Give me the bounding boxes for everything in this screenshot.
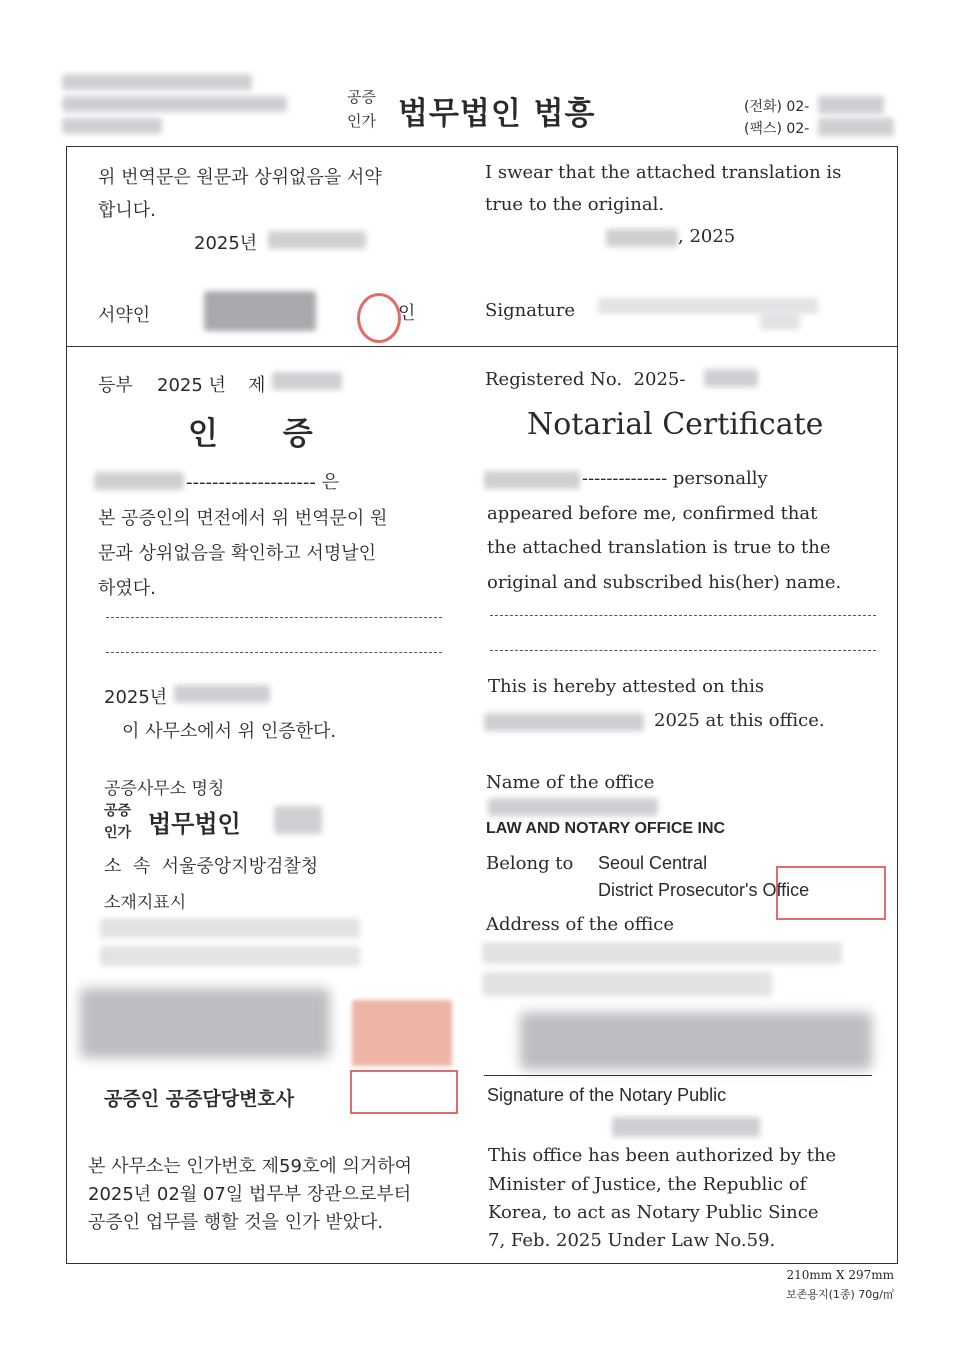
redacted-date xyxy=(174,685,270,703)
redacted-signature xyxy=(760,312,800,330)
redacted-address xyxy=(100,946,360,966)
auth-en-1: This office has been authorized by the xyxy=(488,1145,837,1166)
notary-en-label: Signature of the Notary Public xyxy=(487,1085,727,1105)
redacted-address xyxy=(62,118,162,134)
cert-kr-body-2: 본 공증인의 면전에서 위 번역문이 원 xyxy=(98,508,388,529)
dash-line xyxy=(490,615,876,616)
dash-line xyxy=(106,652,442,653)
cert-title-en: Notarial Certificate xyxy=(527,407,824,442)
cert-kr-body-3: 문과 상위없음을 확인하고 서명날인 xyxy=(98,543,376,564)
notary-seal xyxy=(352,1000,452,1066)
office-en-name: LAW AND NOTARY OFFICE INC xyxy=(486,820,726,837)
cert-en-body-3: the attached translation is true to the xyxy=(487,537,831,558)
reg-en: Registered No. 2025- xyxy=(485,369,686,390)
header-prefix-bottom: 인가 xyxy=(347,112,376,130)
cert-kr-body-end: -------------------- 은 xyxy=(186,472,340,493)
header-title: 법무법인 법흥 xyxy=(398,96,596,132)
office-en-name-label: Name of the office xyxy=(486,772,655,793)
phone-label: (전화) 02- xyxy=(744,99,810,115)
cert-en-body-2: appeared before me, confirmed that xyxy=(487,503,818,524)
oath-en-date: , 2025 xyxy=(678,226,736,247)
oath-kr-text-2: 합니다. xyxy=(98,200,156,221)
redacted-reg-no xyxy=(272,372,342,390)
reg-no-kr: 제 xyxy=(248,375,266,396)
header-prefix-top: 공증 xyxy=(347,88,376,106)
redacted-phone xyxy=(818,96,884,114)
redacted-fax xyxy=(818,118,894,136)
divider-oath xyxy=(66,346,898,347)
redacted-notary-signature-en xyxy=(520,1012,872,1070)
attest-en-1: This is hereby attested on this xyxy=(488,676,765,697)
redacted-address xyxy=(482,972,772,996)
redacted-office-name xyxy=(274,806,322,834)
auth-en-3: Korea, to act as Notary Public Since xyxy=(488,1202,819,1223)
office-kr-belong: 소 속 서울중앙지방검찰청 xyxy=(104,856,319,877)
office-en-belong-1: Seoul Central xyxy=(598,853,708,873)
redacted-reg-no xyxy=(704,369,758,387)
redacted-notary-name xyxy=(612,1117,760,1137)
oath-signer-label: 서약인 xyxy=(98,305,151,326)
auth-kr-2: 2025년 02월 07일 법무부 장관으로부터 xyxy=(88,1184,412,1205)
cert-en-body-1: -------------- personally xyxy=(582,468,768,489)
office-en-belong-label: Belong to xyxy=(486,853,574,874)
reg-prefix-kr: 등부 xyxy=(98,375,133,396)
oath-en-text-2: true to the original. xyxy=(485,194,665,215)
redacted-name xyxy=(484,471,580,489)
office-en-belong-2: District Prosecutor's Office xyxy=(598,880,810,900)
reg-year-kr: 2025 년 xyxy=(157,375,226,396)
oath-kr-text-1: 위 번역문은 원문과 상위없음을 서약 xyxy=(98,167,382,188)
auth-kr-1: 본 사무소는 인가번호 제59호에 의거하여 xyxy=(88,1156,412,1177)
redacted-name xyxy=(94,472,184,490)
office-kr-prefix-bottom: 인가 xyxy=(104,825,132,841)
redacted-office-name xyxy=(488,798,658,816)
notary-kr-label: 공증인 공증담당변호사 xyxy=(104,1088,295,1110)
redacted-address xyxy=(62,74,252,90)
redacted-notary-signature xyxy=(80,988,330,1058)
fax-label: (팩스) 02- xyxy=(744,121,810,137)
oath-en-text-1: I swear that the attached translation is xyxy=(485,162,842,183)
signature-line xyxy=(484,1075,872,1076)
attest-en-2: 2025 at this office. xyxy=(654,710,825,731)
redacted-address xyxy=(100,918,360,938)
office-en-address-label: Address of the office xyxy=(486,914,675,935)
redacted-signer-name xyxy=(204,291,316,331)
attest-kr-text: 이 사무소에서 위 인증한다. xyxy=(122,721,337,742)
dash-line xyxy=(106,617,442,618)
office-kr-address-label: 소재지표시 xyxy=(104,893,187,913)
paper-type: 보존용지(1종) 70g/㎡ xyxy=(786,1288,894,1301)
redacted-address xyxy=(482,942,842,964)
redacted-date xyxy=(268,231,366,249)
office-kr-prefix-top: 공증 xyxy=(104,803,132,819)
office-kr-name: 법무법인 xyxy=(148,810,241,838)
auth-en-2: Minister of Justice, the Republic of xyxy=(488,1174,807,1195)
cert-en-body-4: original and subscribed his(her) name. xyxy=(487,572,842,593)
oath-signature-label: Signature xyxy=(485,300,576,321)
dash-line xyxy=(490,650,876,651)
office-stamp-right xyxy=(776,866,886,920)
paper-size: 210mm X 297mm xyxy=(786,1268,894,1282)
auth-kr-3: 공증인 업무를 행할 것을 인가 받았다. xyxy=(88,1212,384,1233)
redacted-date xyxy=(484,713,644,731)
auth-en-4: 7, Feb. 2025 Under Law No.59. xyxy=(488,1230,776,1251)
oath-seal-suffix: 인 xyxy=(398,303,416,324)
redacted-date xyxy=(606,229,678,247)
notary-stamp xyxy=(350,1070,458,1114)
cert-title-kr: 인 증 xyxy=(188,416,313,452)
attest-kr-date: 2025년 xyxy=(104,687,168,708)
signer-seal xyxy=(357,293,401,343)
cert-kr-body-4: 하였다. xyxy=(98,578,156,599)
redacted-address xyxy=(62,96,287,112)
office-kr-name-label: 공증사무소 명칭 xyxy=(104,779,225,799)
oath-kr-date: 2025년 xyxy=(194,233,258,254)
